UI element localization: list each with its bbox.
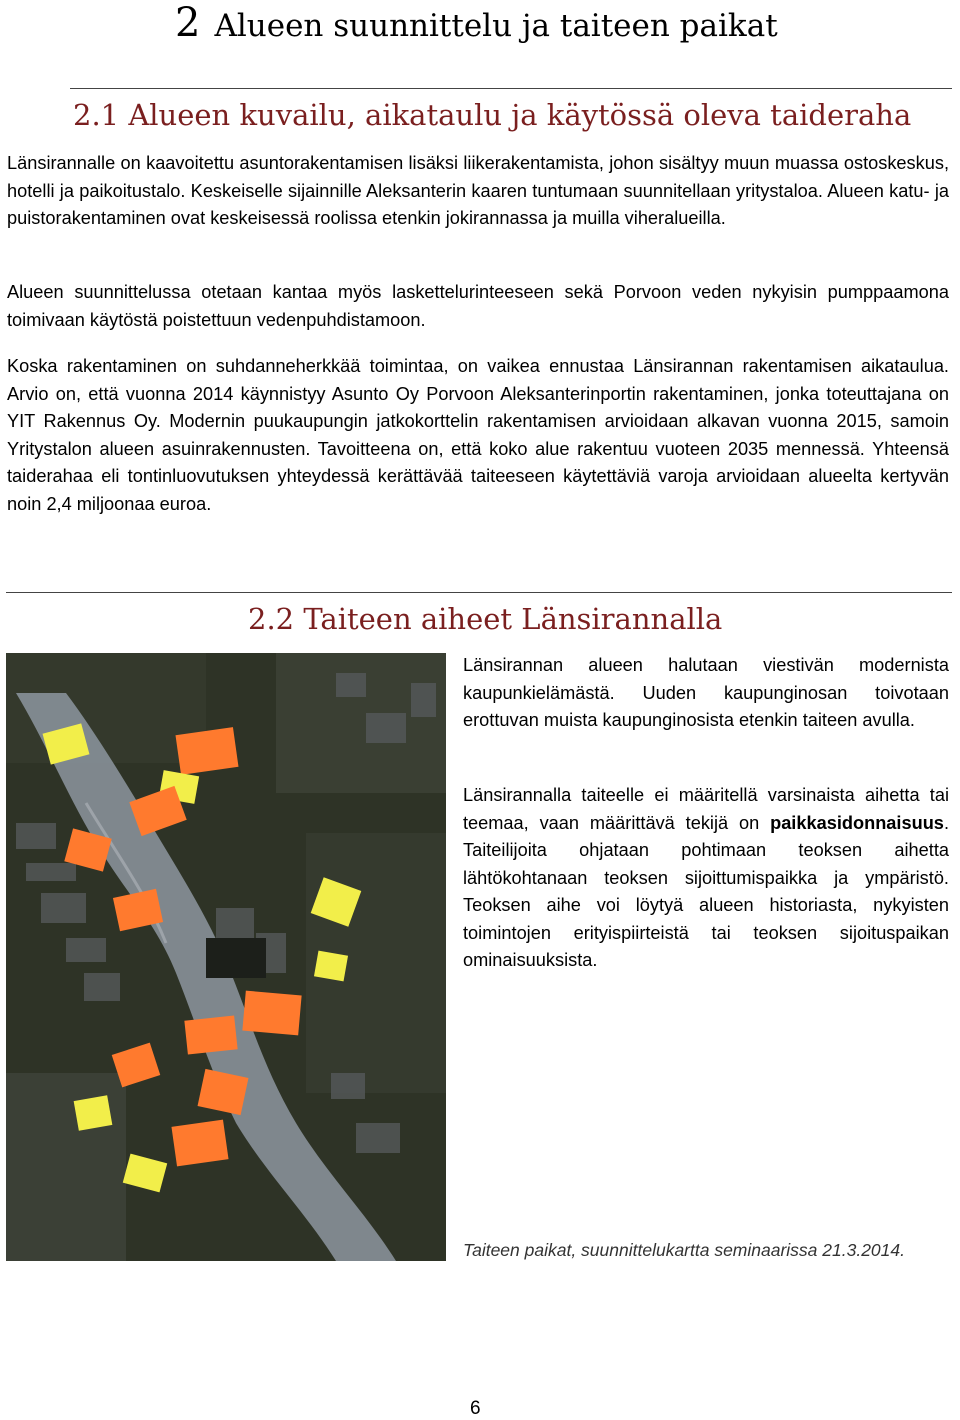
chapter-number: 2 <box>175 0 201 46</box>
section-divider <box>6 592 952 593</box>
sticky-note <box>74 1095 113 1130</box>
sticky-note <box>314 951 348 982</box>
planning-map-photo <box>6 653 446 1261</box>
paragraph-text: . Taiteilijoita ohjataan pohtimaan teoksen aihetta lähtökohtanaan teoksen sijoittumispaikka ja ympäristö. Teoksen aihe voi löytyä alueen historiasta, nykyisten toimintojen erityispiirteistä tai teoksen sijoituspaikan ominaisuuksista. <box>463 812 949 970</box>
section-divider <box>70 88 952 89</box>
page-number: 6 <box>470 1398 481 1419</box>
image-caption: Taiteen paikat, suunnittelukartta seminaarissa 21.3.2014. <box>463 1240 905 1260</box>
chapter-heading <box>175 0 778 44</box>
section-2-title: 2.2 Taiteen aiheet Länsirannalla <box>248 602 723 636</box>
section-1-paragraph: Alueen suunnittelussa otetaan kantaa myös laskettelurinteeseen sekä Porvoon veden nykyisin pumppaamona toimivaan käytöstä poistettuun vedenpuhdistamoon. <box>7 282 949 330</box>
section-1-paragraph: Länsirannalle on kaavoitettu asuntorakentamisen lisäksi liikerakentamista, johon sisältyy muun muassa ostoskeskus, hotelli ja paikoitustalo. Keskeiselle sijainnille Aleksanterin kaaren tuntumaan suunnitellaan yritystaloa. Alueen katu- ja puistorakentaminen ovat keskeisessä roolissa etenkin jokirannassa ja muilla viheralueilla. <box>7 153 949 228</box>
sticky-note <box>175 727 238 775</box>
section-1-title: 2.1 Alueen kuvailu, aikataulu ja käytössä oleva taideraha <box>73 98 912 132</box>
section-2-paragraph <box>463 782 949 975</box>
emphasized-term: paikkasidonnaisuus <box>770 812 944 833</box>
sticky-note <box>171 1120 228 1167</box>
building-cluster <box>206 938 266 978</box>
section-2-paragraph: Länsirannan alueen halutaan viestivän modernista kaupunkielämästä. Uuden kaupunginosan toivotaan erottuvan muista kaupunginosista etenkin taiteen avulla. <box>463 655 949 730</box>
sticky-note <box>184 1015 237 1054</box>
sticky-note <box>242 991 301 1036</box>
paragraph-text: Länsirannalla taiteelle ei määritellä varsinaista aihetta tai teemaa, vaan määrittävä tekijä on <box>463 785 949 833</box>
section-1-paragraph: Koska rakentaminen on suhdanneherkkää toimintaa, on vaikea ennustaa Länsirannan rakentamisen aikataulua. Arvio on, että vuonna 2014 käynnistyy Asunto Oy Porvoon Aleksanterinportin rakentaminen, jonka toteuttajana on YIT Rakennus Oy. Modernin puukaupungin jatkokorttelin rakentamisen arvioidaan alkavan vuonna 2015, samoin Yritystalon alueen asuinrakennusten. Tavoitteena on, että koko alue rakentuu vuoteen 2035 mennessä. Yhteensä taiderahaa eli tontinluovutuksen yhteydessä kerättävää taiteeseen käytettäviä varoja arvioidaan alueelta kertyvän noin 2,4 miljoonaa euroa. <box>7 356 949 514</box>
chapter-title: Alueen suunnittelu ja taiteen paikat <box>214 8 778 44</box>
